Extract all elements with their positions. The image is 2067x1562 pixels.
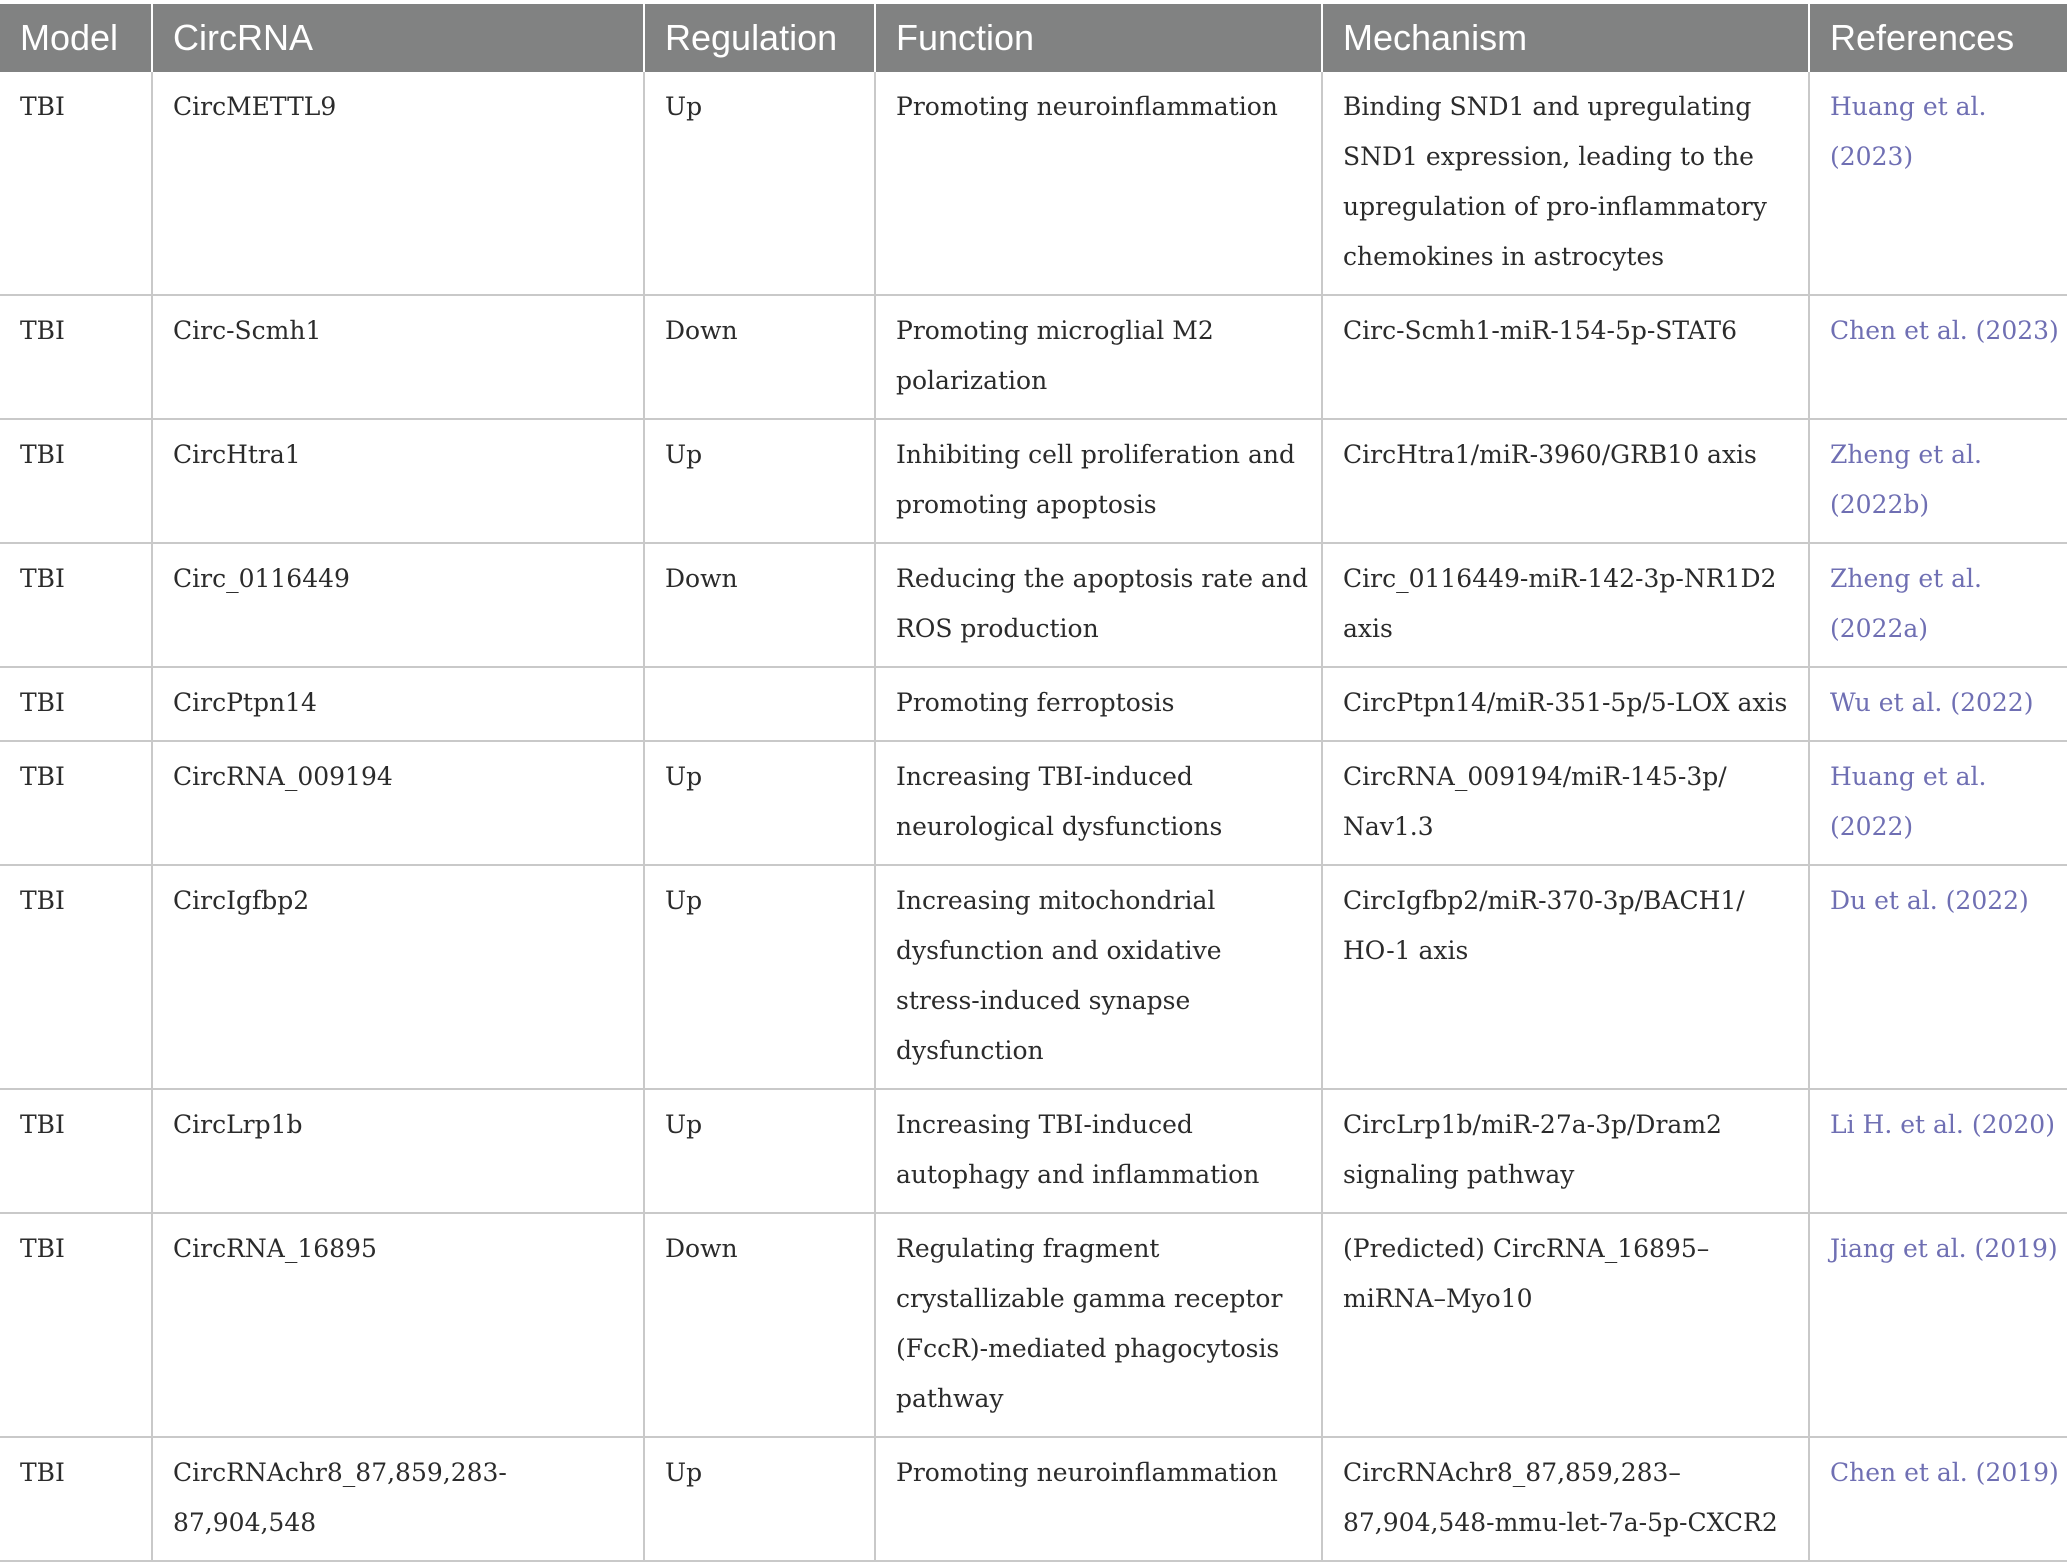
reference-link[interactable]: Huang et al. (2023) [1809,72,2067,295]
cell-function: Promoting microglial M2 polarization [875,295,1322,419]
cell-function: Increasing TBI-induced neurological dysfunctions [875,741,1322,865]
table-header [0,4,2067,72]
cell-regulation: Up [644,419,875,543]
cell-regulation: Down [644,295,875,419]
reference-link[interactable]: Zheng et al. (2022b) [1809,419,2067,543]
header-function: Function [875,4,1322,72]
table-row [0,1213,2067,1437]
cell-regulation: Up [644,865,875,1089]
table-row [0,1437,2067,1561]
cell-mechanism: Binding SND1 and upregulating SND1 expression, leading to the upregulation of pro-inflammatory chemokines in astrocytes [1322,72,1809,295]
cell-function: Promoting ferroptosis [875,667,1322,741]
cell-model: TBI [0,1213,152,1437]
header-references: References [1809,4,2067,72]
cell-model: TBI [0,419,152,543]
cell-circrna: CircHtra1 [152,419,644,543]
cell-model: TBI [0,543,152,667]
table-row [0,295,2067,419]
cell-circrna: CircRNAchr8_87,859,283-87,904,548 [152,1437,644,1561]
reference-link[interactable]: Du et al. (2022) [1809,865,2067,1089]
table-row [0,1089,2067,1213]
header-regulation: Regulation [644,4,875,72]
cell-function: Reducing the apoptosis rate and ROS production [875,543,1322,667]
table-row [0,72,2067,295]
cell-mechanism: CircRNA_009194/miR-145-3p/ Nav1.3 [1322,741,1809,865]
table-row [0,543,2067,667]
cell-function: Increasing TBI-induced autophagy and inflammation [875,1089,1322,1213]
cell-circrna: CircLrp1b [152,1089,644,1213]
cell-mechanism: CircIgfbp2/miR-370-3p/BACH1/ HO-1 axis [1322,865,1809,1089]
table-row [0,419,2067,543]
cell-mechanism: Circ_0116449-miR-142-3p-NR1D2 axis [1322,543,1809,667]
cell-regulation: Up [644,72,875,295]
cell-function: Increasing mitochondrial dysfunction and oxidative stress-induced synapse dysfunction [875,865,1322,1089]
cell-circrna: CircRNA_009194 [152,741,644,865]
reference-link[interactable]: Chen et al. (2023) [1809,295,2067,419]
cell-regulation [644,667,875,741]
cell-model: TBI [0,667,152,741]
header-model: Model [0,4,152,72]
cell-model: TBI [0,865,152,1089]
reference-link[interactable]: Wu et al. (2022) [1809,667,2067,741]
reference-link[interactable]: Chen et al. (2019) [1809,1437,2067,1561]
cell-mechanism: CircHtra1/miR-3960/GRB10 axis [1322,419,1809,543]
cell-circrna: CircPtpn14 [152,667,644,741]
cell-circrna: Circ-Scmh1 [152,295,644,419]
table-row [0,667,2067,741]
cell-model: TBI [0,1089,152,1213]
circrna-table [0,4,2067,1562]
cell-regulation: Up [644,741,875,865]
cell-circrna: CircMETTL9 [152,72,644,295]
cell-model: TBI [0,295,152,419]
cell-function: Promoting neuroinflammation [875,1437,1322,1561]
cell-regulation: Down [644,1213,875,1437]
cell-mechanism: CircLrp1b/miR-27a-3p/Dram2 signaling pathway [1322,1089,1809,1213]
cell-function: Inhibiting cell proliferation and promoting apoptosis [875,419,1322,543]
reference-link[interactable]: Li H. et al. (2020) [1809,1089,2067,1213]
cell-regulation: Down [644,543,875,667]
cell-mechanism: CircRNAchr8_87,859,283–87,904,548-mmu-let-7a-5p-CXCR2 [1322,1437,1809,1561]
reference-link[interactable]: Jiang et al. (2019) [1809,1213,2067,1437]
table-body [0,72,2067,1561]
header-row [0,4,2067,72]
table-row [0,865,2067,1089]
cell-circrna: CircIgfbp2 [152,865,644,1089]
cell-mechanism: Circ-Scmh1-miR-154-5p-STAT6 [1322,295,1809,419]
cell-model: TBI [0,741,152,865]
cell-circrna: Circ_0116449 [152,543,644,667]
cell-function: Promoting neuroinflammation [875,72,1322,295]
cell-mechanism: (Predicted) CircRNA_16895–miRNA–Myo10 [1322,1213,1809,1437]
cell-model: TBI [0,72,152,295]
table-row [0,741,2067,865]
cell-regulation: Up [644,1437,875,1561]
header-circrna: CircRNA [152,4,644,72]
header-mechanism: Mechanism [1322,4,1809,72]
cell-function: Regulating fragment crystallizable gamma receptor (FccR)-mediated phagocytosis pathway [875,1213,1322,1437]
reference-link[interactable]: Huang et al. (2022) [1809,741,2067,865]
cell-circrna: CircRNA_16895 [152,1213,644,1437]
cell-regulation: Up [644,1089,875,1213]
cell-mechanism: CircPtpn14/miR-351-5p/5-LOX axis [1322,667,1809,741]
cell-model: TBI [0,1437,152,1561]
reference-link[interactable]: Zheng et al. (2022a) [1809,543,2067,667]
